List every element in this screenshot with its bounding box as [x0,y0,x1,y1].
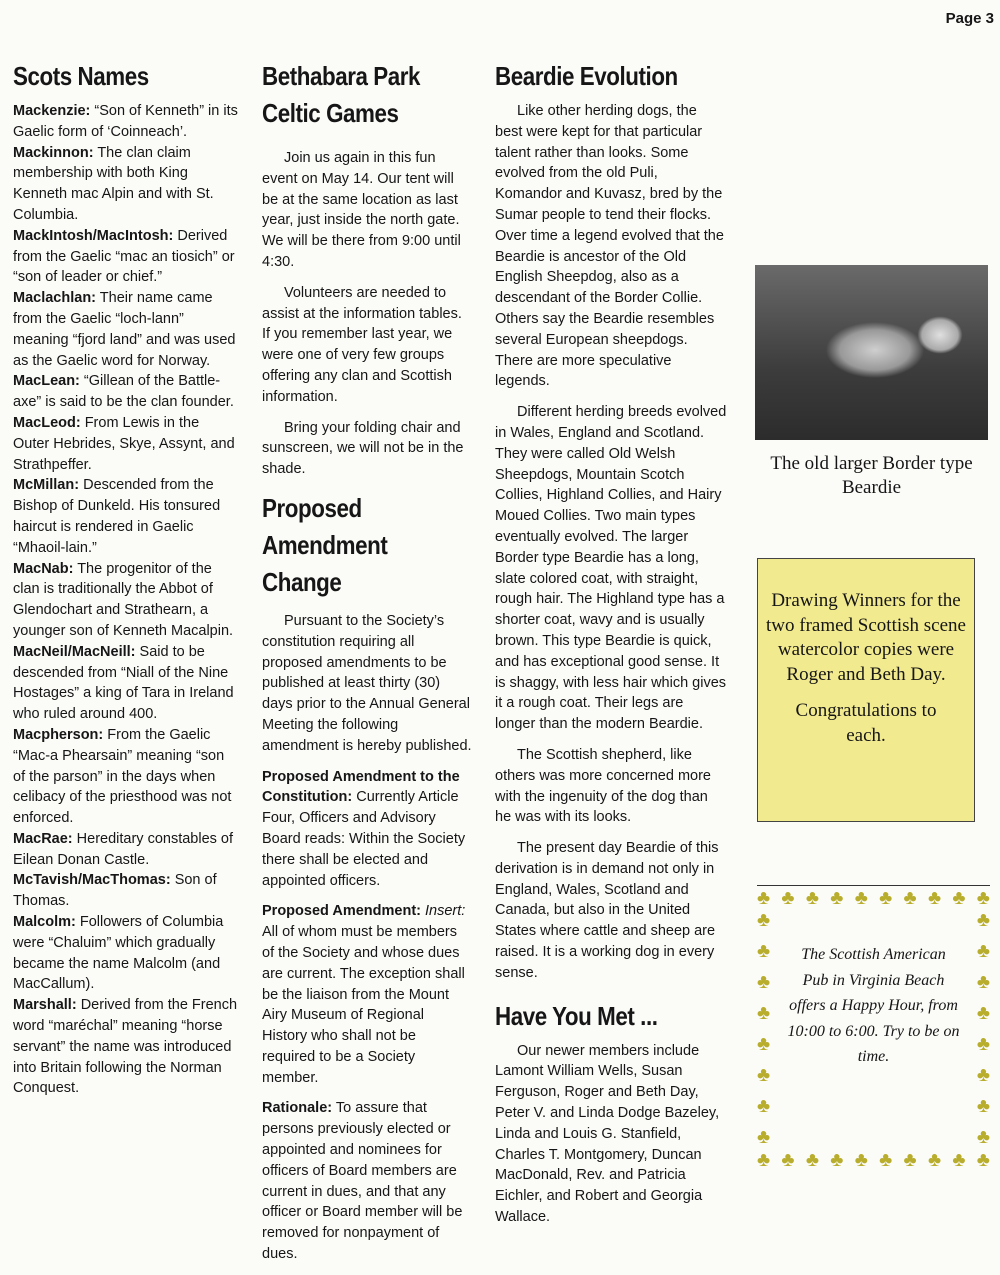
name-entry [13,101,238,143]
proposed-amendment [262,901,472,1088]
clan-name: Mackinnon: [13,144,94,161]
chair-paragraph: Bring your folding chair and sunscreen, we will not be in the shade. [262,419,464,478]
leaf-icon: ♣ [757,1126,771,1148]
clan-description: Their name came from the Gaelic “loch-lann” meaning “fjord land” and was used as the Gaelic word for Norway. [13,290,236,369]
leaf-icon: ♣ [976,909,990,931]
leaf-icon: ♣ [781,1149,795,1171]
leaf-icon: ♣ [757,887,771,909]
leaf-icon: ♣ [854,1149,868,1171]
leaf-icon: ♣ [757,1064,771,1086]
drawing-winners-text: Drawing Winners for the two framed Scottish scene watercolor copies were Roger and Beth Day. [766,590,966,685]
leaf-icon: ♣ [927,887,942,909]
beardie-paragraph-1: Like other herding dogs, the best were kept for that particular talent rather than looks. Some evolved from the old Puli, Komandor and Kuvasz, bred by the Sumar people to tend their flocks. Over time a legend evolved that the Beardie is ancestor of the Old English Sheepdog, also as a descendant of the Border Collie. Others say the Beardie resembles several European sheepdogs. There are more speculative legends. [495,103,724,390]
clan-name: Mackenzie: [13,103,91,119]
beardie-photo [755,265,988,440]
leaf-border-right [977,909,990,1149]
name-entry [13,288,238,371]
celtic-games-column [262,58,472,1275]
have-you-met-title: Have You Met ... [495,1000,658,1031]
clan-name: MacLeod: [13,414,81,431]
clan-name: MackIntosh/MacIntosh: [13,227,174,244]
leaf-icon: ♣ [976,1002,990,1024]
clan-description: Hereditary constables of Eilean Donan Castle. [13,830,234,868]
clan-name: Maclachlan: [13,290,96,307]
rationale-text: To assure that persons previously elected or appointed and nominees for officers of Board members are current in dues, and that any officer or Board member will be removed for nonpayment of dues. [262,1100,463,1263]
beardie-paragraph-3: The Scottish shepherd, like others was more concerned more with the ingenuity of the dog than he was with its looks. [495,746,711,826]
leaf-icon: ♣ [805,1149,819,1171]
clan-name: MacNeil/MacNeill: [13,643,136,660]
leaf-border-bottom [757,1149,990,1171]
clan-name: Marshall: [13,997,77,1014]
clan-name: Macpherson: [13,726,104,743]
leaf-icon: ♣ [830,887,844,909]
leaf-icon: ♣ [952,887,966,909]
clan-name: MacNab: [13,560,74,577]
pub-ad-frame [757,887,990,1172]
congratulations-text: Congratulations to each. [795,700,937,746]
clan-description: Descended from the Bishop of Dunkeld. His tonsured haircut is rendered in Gaelic “Mhaoil-lain.” [13,477,221,556]
name-entry [13,912,238,995]
leaf-icon: ♣ [952,1149,966,1171]
constitution-label: Proposed Amendment to the Constitution: [262,768,460,806]
leaf-icon: ♣ [976,971,990,993]
scots-names-column [13,58,238,1099]
clan-name: Malcolm: [13,914,76,931]
leaf-icon: ♣ [903,887,917,909]
beardie-paragraph-4: The present day Beardie of this derivation is in demand not only in England, Wales, Scotland and Canada, but also in the United States where cattle and sheep are raised. It is a working dog in every sense. [495,840,719,981]
pub-ad-text: The Scottish American Pub in Virginia Beach offers a Happy Hour, from 10:00 to 6:00. Try to be on time. [787,946,960,1065]
clan-description: Derived from the Gaelic “mac an tiosich” or “son of leader or chief.” [13,227,235,286]
leaf-icon: ♣ [879,1149,893,1171]
clan-name: MacRae: [13,830,73,847]
leaf-icon: ♣ [757,1002,771,1024]
amendment-title: Proposed Amendment Change [262,492,388,597]
clan-description: Derived from the French word “maréchal” meaning “horse servant” the name was introduced into Britain following the Norman Conquest. [13,997,238,1097]
name-entry [13,559,238,642]
clan-description: “Son of Kenneth” in its Gaelic form of ‘Coinneach’. [13,103,238,140]
clan-description: Said to be descended from “Niall of the Nine Hostages” a king of Tara in Ireland who ruled around 400. [13,643,234,723]
leaf-icon: ♣ [976,887,990,909]
beardie-paragraph-2: Different herding breeds evolved in Wales, England and Scotland. They were called Old Welsh Sheepdogs, Mountain Scotch Collies, Highland Collies, and Hairy Moued Collies. Two main types eventually evolved. The larger Border type Beardie has a long, slate colored coat, with straight, rough hair. The Highland type has a shorter coat, wavy and is usually brown. This type Beardie is quick, and has exceptional good sense. It is shaggy, with less hair which gives it a rough coat. Their legs are longer than the modern Beardie. [495,404,727,733]
clan-description: From the Gaelic “Mac-a Phearsain” meaning “son of the parson” in the days when celibacy of the priesthood was not enforced. [13,726,232,827]
leaf-icon: ♣ [757,1095,771,1117]
beardie-title: Beardie Evolution [495,61,678,91]
leaf-icon: ♣ [976,1095,990,1117]
leaf-border-left [757,909,770,1149]
insert-label: Insert: [420,903,466,920]
celtic-games-title: Bethabara Park Celtic Games [262,61,421,128]
amendment-intro: Pursuant to the Society’s constitution requiring all proposed amendments to be published at least thirty (30) days prior to the Annual General Meeting the following amendment is hereby published. [262,612,472,754]
leaf-icon: ♣ [757,1149,771,1171]
name-entry [13,725,238,829]
rationale [262,1098,472,1264]
proposed-text: All of whom must be members of the Society and whose dues are current. The exception shall be the liaison from the Mount Airy Museum of Regional History who shall not be required to be a Society member. [262,924,465,1086]
name-entry [13,143,238,226]
clan-description: “Gillean of the Battle-axe” is said to be the clan founder. [13,373,234,411]
clan-name: McMillan: [13,477,80,494]
name-entry [13,870,238,912]
clan-name: McTavish/MacThomas: [13,872,171,889]
leaf-icon: ♣ [854,887,868,909]
name-entry [13,995,238,1099]
leaf-icon: ♣ [757,1033,771,1055]
clan-name: MacLean: [13,373,80,390]
leaf-icon: ♣ [927,1149,942,1171]
leaf-icon: ♣ [757,971,771,993]
leaf-icon: ♣ [976,940,990,962]
leaf-icon: ♣ [903,1149,917,1171]
current-article-text: Currently Article Four, Officers and Advisory Board reads: Within the Society there shall be elected and appointed officers. [262,789,466,889]
leaf-icon: ♣ [976,1126,990,1148]
name-entry [13,371,238,413]
clan-description: The progenitor of the clan is traditionally the Abbot of Glendochart and Strathearn, a younger son of Kenneth Macalpin. [13,560,234,639]
clan-description: Followers of Columbia were “Chaluim” which gradually became the name Malcolm (and MacCallum). [13,914,224,993]
clan-description: Son of Thomas. [13,872,217,910]
leaf-border-top [757,887,990,909]
rationale-label: Rationale: [262,1100,333,1117]
leaf-icon: ♣ [879,887,893,909]
page-number: Page 3 [945,10,994,27]
leaf-icon: ♣ [781,887,795,909]
name-entry [13,829,238,871]
leaf-icon: ♣ [830,1149,844,1171]
clan-description: From Lewis in the Outer Hebrides, Skye, Assynt, and Strathpeffer. [13,414,235,473]
name-entry [13,642,238,725]
beardie-column [495,58,727,1238]
new-members-paragraph: Our newer members include Lamont William Wells, Susan Ferguson, Roger and Beth Day, Peter V. and Linda Dodge Bazeley, Linda and Louis G. Stanfield, Charles T. Montgomery, Duncan MacDonald, Rev. and Patricia Eichler, and Robert and Georgia Wallace. [495,1042,720,1226]
scots-names-title: Scots Names [13,61,149,91]
leaf-icon: ♣ [976,1033,990,1055]
current-article [262,767,472,892]
drawing-winners-box [757,558,975,822]
games-paragraph: Join us again in this fun event on May 14. Our tent will be at the same location as last year, just inside the north gate. We will be there from 9:00 until 4:30. [262,150,461,270]
leaf-icon: ♣ [757,909,771,931]
name-entry [13,226,238,288]
name-entry [13,475,238,558]
clan-description: The clan claim membership with both King Kenneth mac Alpin and with St. Columbia. [13,144,214,223]
proposed-label: Proposed Amendment: [262,903,421,920]
volunteers-paragraph: Volunteers are needed to assist at the information tables. If you remember last year, we were one of very few groups offering any clan and Scottish information. [262,284,462,405]
name-entry [13,413,238,475]
leaf-icon: ♣ [805,887,819,909]
leaf-icon: ♣ [757,940,771,962]
names-list [13,101,238,1099]
leaf-icon: ♣ [976,1149,990,1171]
divider [757,885,990,886]
leaf-icon: ♣ [976,1064,990,1086]
photo-caption: The old larger Border type Beardie [770,453,973,498]
